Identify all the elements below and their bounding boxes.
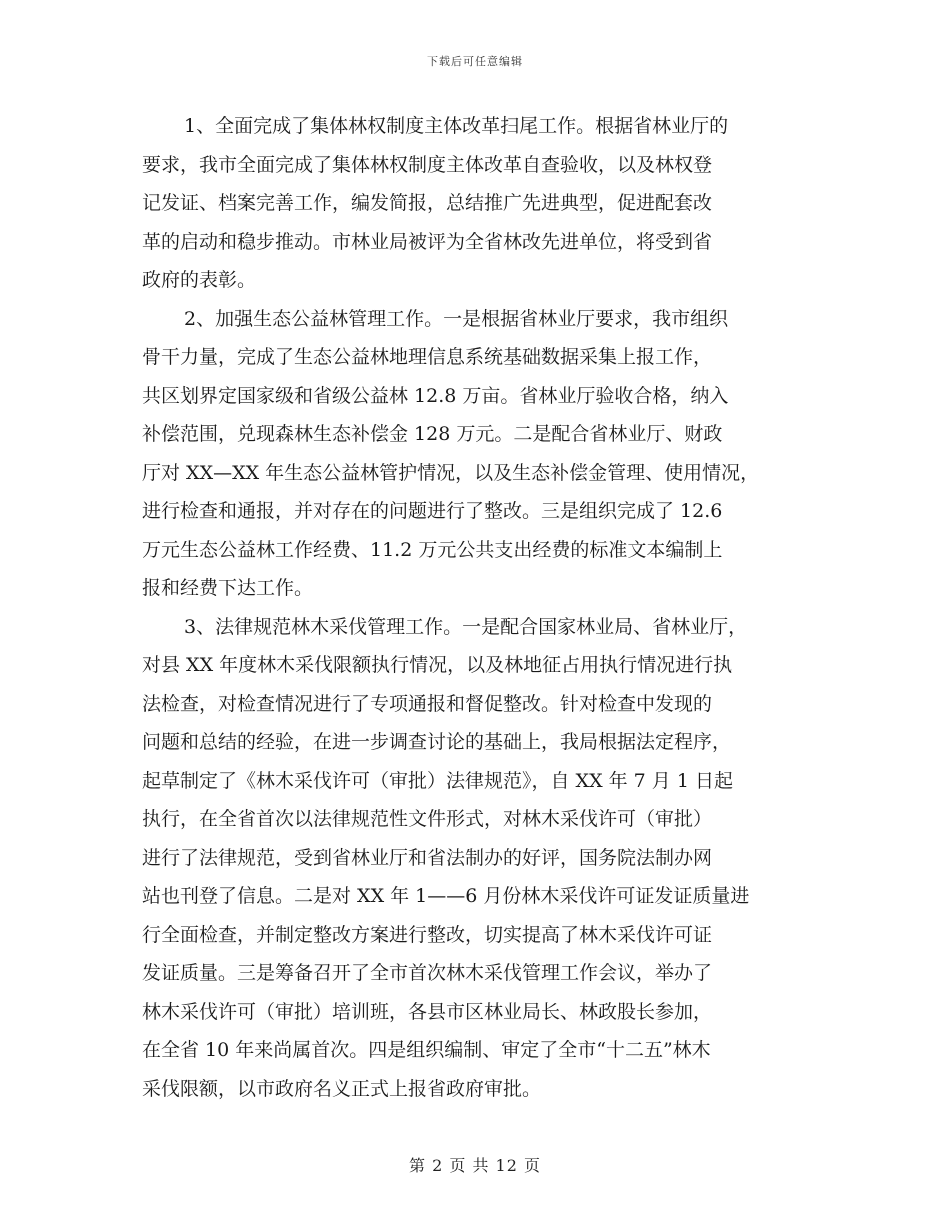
text-line: 行全面检查，并制定整改方案进行整改，切实提高了林木采伐许可证: [142, 923, 713, 946]
text-line: 进行检查和通报，并对存在的问题进行了整改。三是组织完成了 12.6: [142, 500, 723, 522]
text-line: 1、全面完成了集体林权制度主体改革扫尾工作。根据省林业厅的: [184, 115, 729, 137]
document-body: [142, 107, 814, 1108]
text-line: 政府的表彰。: [142, 269, 257, 291]
text-line: 问题和总结的经验，在进一步调查讨论的基础上，我局根据法定程序，: [142, 731, 732, 753]
text-line: 执行，在全省首次以法律规范性文件形式，对林木采伐许可（审批）: [142, 808, 713, 830]
page-header: 下载后可任意编辑: [427, 55, 523, 68]
text-line: 万元生态公益林工作经费、11.2 万元公共支出经费的标准文本编制上: [142, 538, 723, 561]
text-line: 补偿范围，兑现森林生态补偿金 128 万元。二是配合省林业厅、财政: [142, 423, 723, 445]
text-line: 发证质量。三是筹备召开了全市首次林木采伐管理工作会议，举办了: [142, 962, 713, 984]
paragraph-3: [142, 608, 814, 1109]
text-line: 革的启动和稳步推动。市林业局被评为全省林改先进单位，将受到省: [142, 230, 713, 253]
text-line: 要求，我市全面完成了集体林权制度主体改革自查验收，以及林权登: [142, 153, 713, 176]
text-line: 林木采伐许可（审批）培训班，各县市区林业局长、林政股长参加，: [142, 1000, 713, 1023]
text-line: 记发证、档案完善工作，编发简报，总结推广先进典型，促进配套改: [142, 192, 713, 214]
paragraph-2: [142, 300, 814, 608]
text-line: 进行了法律规范，受到省林业厅和省法制办的好评，国务院法制办网: [142, 846, 713, 869]
text-line: 起草制定了《林木采伐许可（审批）法律规范》，自 XX 年 7 月 1 日起: [142, 769, 733, 792]
text-line: 对县 XX 年度林木采伐限额执行情况，以及林地征占用执行情况进行执: [142, 654, 733, 676]
text-line: 站也刊登了信息。二是对 XX 年 1——6 月份林木采伐许可证发证质量进: [142, 885, 750, 907]
text-line: 2、加强生态公益林管理工作。一是根据省林业厅要求，我市组织: [184, 307, 729, 330]
text-line: 骨干力量，完成了生态公益林地理信息系统基础数据采集上报工作，: [142, 346, 713, 368]
page-footer: 第 2 页 共 12 页: [409, 1156, 541, 1175]
text-line: 采伐限额，以市政府名义正式上报省政府审批。: [142, 1077, 542, 1100]
text-line: 法检查，对检查情况进行了专项通报和督促整改。针对检查中发现的: [142, 692, 713, 715]
text-line: 3、法律规范林木采伐管理工作。一是配合国家林业局、省林业厅，: [184, 615, 748, 638]
text-line: 厅对 XX—XX 年生态公益林管护情况，以及生态补偿金管理、使用情况，: [142, 461, 760, 484]
text-line: 报和经费下达工作。: [142, 577, 314, 599]
text-line: 在全省 10 年来尚属首次。四是组织编制、审定了全市“十二五”林木: [142, 1039, 711, 1061]
text-line: 共区划界定国家级和省级公益林 12.8 万亩。省林业厅验收合格，纳入: [142, 384, 729, 407]
paragraph-1: [142, 107, 814, 300]
